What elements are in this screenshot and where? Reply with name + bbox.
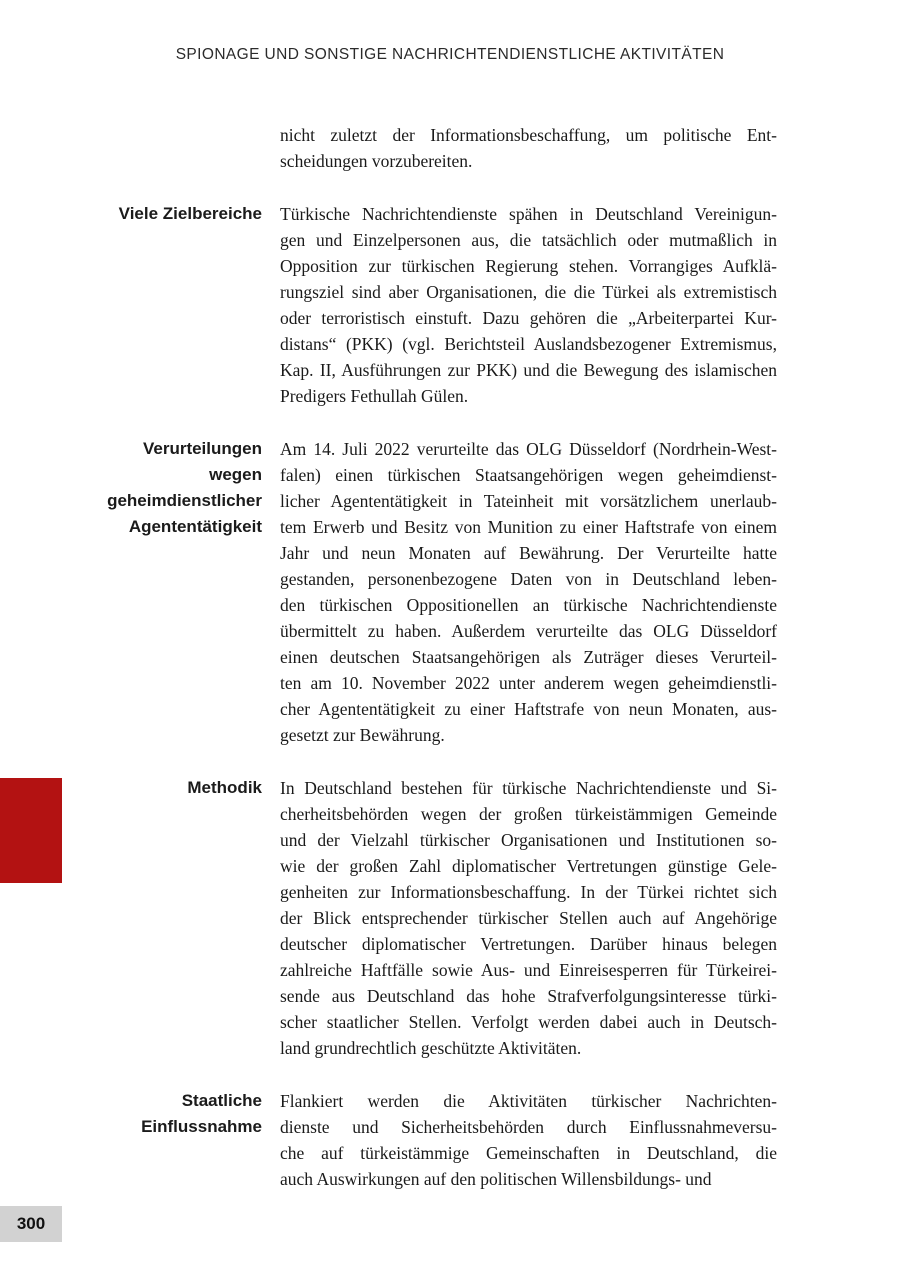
section-row — [0, 201, 777, 409]
section-label — [0, 436, 262, 748]
section-body — [280, 1088, 777, 1192]
body-line: deutscher diplomatischer Vertretungen. Darüber hinaus belegen — [280, 934, 777, 954]
label-line: Einflussnahme — [141, 1117, 262, 1136]
body-line: übermittelt zu haben. Außerdem verurteilte das OLG Düsseldorf — [280, 621, 777, 641]
section-row — [0, 122, 777, 174]
body-line: rungsziel sind aber Organisationen, die die Türkei als extremistisch — [280, 282, 777, 302]
section-row — [0, 1088, 777, 1192]
body-line: che auf türkeistämmige Gemeinschaften in Deutschland, die — [280, 1143, 777, 1163]
body-line: falen) einen türkischen Staatsangehörigen wegen geheimdienst- — [280, 465, 777, 485]
body-line: oder terroristisch einstuft. Dazu gehören die „Arbeiterpartei Kur- — [280, 308, 777, 328]
body-line: land grundrechtlich geschützte Aktivitäten. — [280, 1038, 582, 1058]
body-line: cher Agententätigkeit zu einer Haftstrafe von neun Monaten, aus- — [280, 699, 777, 719]
body-line: den türkischen Oppositionellen an türkische Nachrichtendienste — [280, 595, 777, 615]
body-line: Predigers Fethullah Gülen. — [280, 386, 469, 406]
body-line: In Deutschland bestehen für türkische Nachrichtendienste und Si- — [280, 778, 777, 798]
label-line: Viele Zielbereiche — [118, 204, 262, 223]
body-line: cherheitsbehörden wegen der großen türkeistämmigen Gemeinde — [280, 804, 777, 824]
body-line: scher staatlicher Stellen. Verfolgt werden dabei auch in Deutsch- — [280, 1012, 777, 1032]
body-line: ten am 10. November 2022 unter anderem wegen geheimdienstli- — [280, 673, 777, 693]
body-line: auch Auswirkungen auf den politischen Willensbildungs- und — [280, 1169, 712, 1189]
section-row — [0, 436, 777, 748]
body-line: wie der großen Zahl diplomatischer Vertretungen günstige Gele- — [280, 856, 777, 876]
section-body — [280, 436, 777, 748]
body-line: nicht zuletzt der Informationsbeschaffung, um politische Ent- — [280, 125, 777, 145]
page-number: 300 — [16, 1214, 46, 1233]
body-line: gestanden, personenbezogene Daten von in Deutschland leben- — [280, 569, 777, 589]
body-line: distans“ (PKK) (vgl. Berichtsteil Auslandsbezogener Extremismus, — [280, 334, 777, 354]
body-line: dienste und Sicherheitsbehörden durch Einflussnahmeversu- — [280, 1117, 777, 1137]
body-line: sende aus Deutschland das hohe Strafverfolgungsinteresse türki- — [280, 986, 777, 1006]
body-line: zahlreiche Haftfälle sowie Aus- und Einreisesperren für Türkeirei- — [280, 960, 777, 980]
section-row — [0, 775, 777, 1061]
body-line: der Blick entsprechender türkischer Stellen auch auf Angehörige — [280, 908, 777, 928]
section-label — [0, 201, 262, 409]
label-line: Methodik — [187, 778, 262, 797]
label-line: Verurteilungen — [142, 439, 262, 458]
body-line: einen deutschen Staatsangehörigen als Zuträger dieses Verurteil- — [280, 647, 777, 667]
section-label — [0, 775, 262, 1061]
body-line: tem Erwerb und Besitz von Munition zu einer Haftstrafe von einem — [280, 517, 777, 537]
section-label — [0, 1088, 262, 1192]
body-line: Flankiert werden die Aktivitäten türkischer Nachrichten- — [280, 1091, 777, 1111]
body-line: licher Agententätigkeit in Tateinheit mit vorsätzlichem unerlaub- — [280, 491, 777, 511]
body-line: genheiten zur Informationsbeschaffung. In der Türkei richtet sich — [280, 882, 777, 902]
body-line: Kap. II, Ausführungen zur PKK) und die Bewegung des islamischen — [280, 360, 777, 380]
body-line: gen und Einzelpersonen aus, die tatsächlich oder mutmaßlich in — [280, 230, 777, 250]
body-line: Jahr und neun Monaten auf Bewährung. Der Verurteilte hatte — [280, 543, 777, 563]
section-label — [0, 122, 262, 174]
body-line: Opposition zur türkischen Regierung stehen. Vorrangiges Aufklä- — [280, 256, 777, 276]
section-body — [280, 775, 777, 1061]
section-body — [280, 201, 777, 409]
body-line: gesetzt zur Bewährung. — [280, 725, 445, 745]
section-body — [280, 122, 777, 174]
body-line: Am 14. Juli 2022 verurteilte das OLG Düsseldorf (Nordrhein-West- — [280, 439, 777, 459]
label-line: Agententätigkeit — [128, 517, 262, 536]
body-line: Türkische Nachrichtendienste spähen in Deutschland Vereinigun- — [280, 204, 777, 224]
content-area — [0, 122, 777, 1219]
body-line: scheidungen vorzubereiten. — [280, 151, 473, 171]
label-line: Staatliche — [181, 1091, 262, 1110]
page-header: SPIONAGE UND SONSTIGE NACHRICHTENDIENSTLICHE AKTIVITÄTEN — [175, 46, 725, 63]
label-line: geheimdienstlicher — [107, 491, 262, 510]
label-line: wegen — [209, 465, 262, 484]
page-number-box — [0, 1206, 62, 1242]
body-line: und der Vielzahl türkischer Organisationen und Institutionen so- — [280, 830, 777, 850]
